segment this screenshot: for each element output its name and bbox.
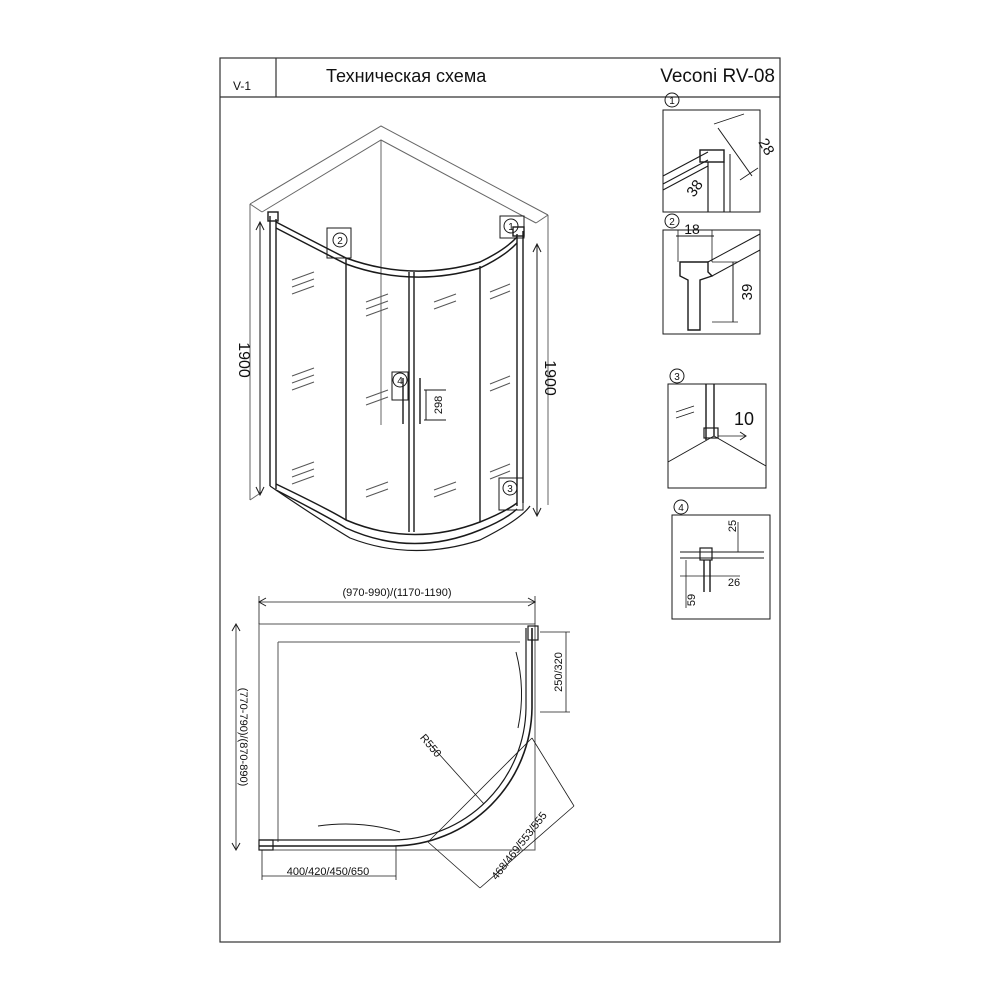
detail-2 bbox=[663, 214, 760, 334]
height-left-label: 1900 bbox=[235, 342, 252, 378]
plan-diagonal-label: 468/469/553/555 bbox=[489, 809, 550, 883]
detail-2-dim-a: 18 bbox=[684, 221, 700, 237]
callout-3: 3 bbox=[507, 484, 513, 495]
callout-markers bbox=[333, 219, 518, 495]
height-right-label: 1900 bbox=[541, 360, 558, 396]
height-dimensions bbox=[256, 222, 541, 516]
detail-2-dim-b: 39 bbox=[739, 283, 756, 301]
detail-4-dim-c: 59 bbox=[686, 593, 698, 607]
sheet-title: Техническая схема bbox=[326, 66, 487, 86]
plan-radius-label: R550 bbox=[417, 732, 444, 761]
sliding-doors bbox=[403, 272, 420, 532]
model-name: Veconi RV-08 bbox=[660, 66, 775, 87]
detail-4-num: 4 bbox=[678, 503, 684, 514]
detail-1-dim-a: 28 bbox=[754, 135, 778, 159]
detail-1 bbox=[663, 93, 760, 212]
handle-dim-label: 298 bbox=[433, 395, 445, 415]
walls bbox=[250, 126, 548, 505]
callout-4: 4 bbox=[397, 376, 403, 387]
detail-1-num: 1 bbox=[669, 96, 675, 107]
detail-2-num: 2 bbox=[669, 217, 675, 228]
callout-1: 1 bbox=[508, 222, 514, 233]
detail-3-num: 3 bbox=[674, 372, 680, 383]
plan-bottom-label: 400/420/450/650 bbox=[286, 866, 370, 878]
detail-1-dim-b: 38 bbox=[683, 176, 707, 201]
plan-width-label: (970-990)/(1170-1190) bbox=[342, 587, 452, 599]
detail-3-dim-a: 10 bbox=[733, 409, 755, 429]
sheet-code: V-1 bbox=[233, 79, 252, 93]
detail-4-dim-a: 25 bbox=[727, 519, 739, 533]
callout-2: 2 bbox=[337, 236, 343, 247]
plan-depth-label: (770-790)/(870-890) bbox=[237, 687, 249, 787]
detail-4-dim-b: 26 bbox=[727, 577, 741, 589]
plan-side-label: 250/320 bbox=[553, 652, 565, 692]
